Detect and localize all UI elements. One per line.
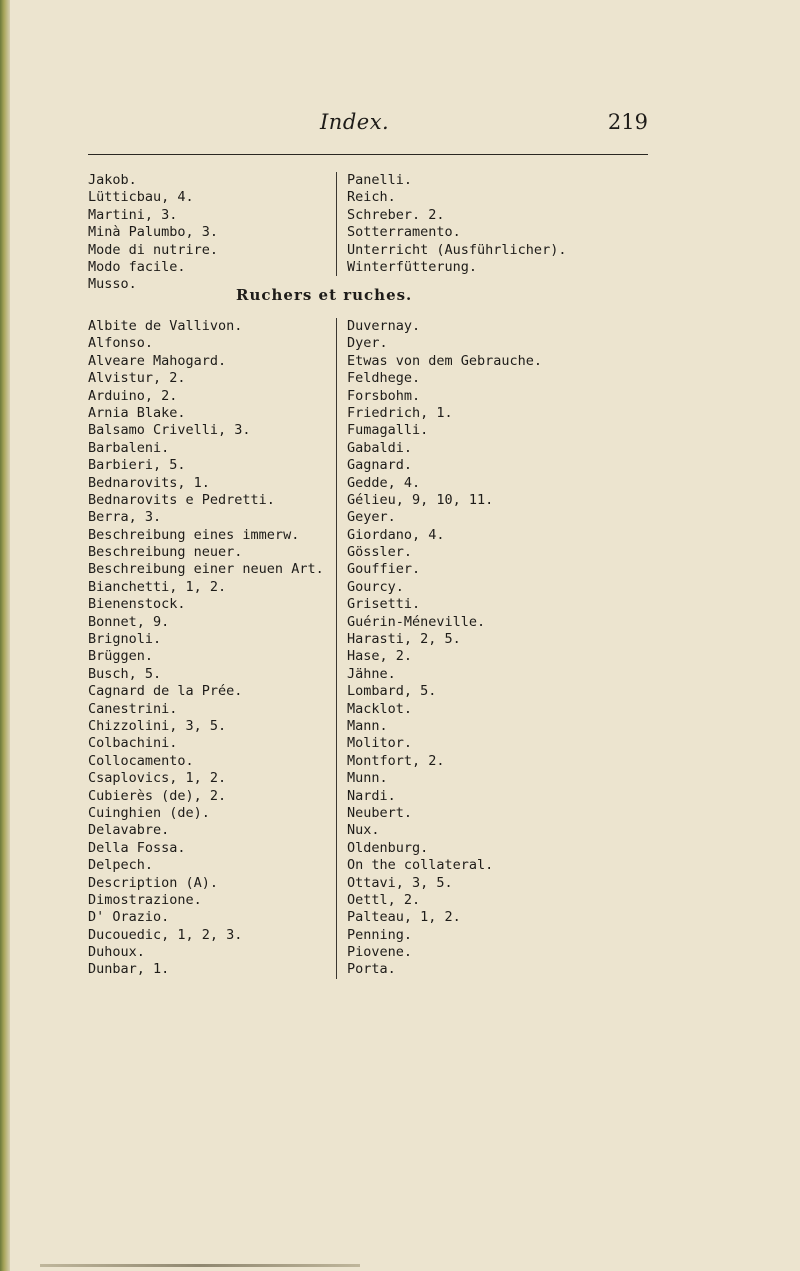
index-entry: Etwas von dem Gebrauche. bbox=[347, 352, 543, 369]
index-entry: Unterricht (Ausführlicher). bbox=[347, 241, 567, 258]
index-entry: Nardi. bbox=[347, 787, 396, 804]
index-entry: Bianchetti, 1, 2. bbox=[88, 578, 227, 595]
index-entry: Giordano, 4. bbox=[347, 526, 445, 543]
index-entry: Barbieri, 5. bbox=[88, 457, 186, 474]
index-entry: Jakob. bbox=[88, 172, 137, 188]
index-entry: Neubert. bbox=[347, 804, 413, 821]
index-entry: Busch, 5. bbox=[88, 665, 162, 682]
index-entry: Berra, 3. bbox=[88, 509, 162, 526]
index-entry: Winterfütterung. bbox=[347, 258, 478, 275]
index-entry: Molitor. bbox=[347, 735, 413, 752]
index-entry: Grisetti. bbox=[347, 596, 421, 613]
index-entry: On the collateral. bbox=[347, 857, 494, 874]
index-entry: Feldhege. bbox=[347, 370, 421, 387]
index-entry: Dunbar, 1. bbox=[88, 961, 170, 978]
index-entry: Reich. bbox=[347, 189, 396, 206]
index-entry: D' Orazio. bbox=[88, 909, 170, 926]
index-entry: Mode di nutrire. bbox=[88, 241, 219, 258]
index-entry: Csaplovics, 1, 2. bbox=[88, 770, 227, 787]
index-entry: Schreber. 2. bbox=[347, 206, 445, 223]
index-entry: Gouffier. bbox=[347, 561, 421, 578]
index-entry: Piovene. bbox=[347, 944, 413, 961]
index-entry: Alvistur, 2. bbox=[88, 370, 186, 387]
page-number: 219 bbox=[607, 110, 648, 134]
index-entry: Bednarovits, 1. bbox=[88, 474, 210, 491]
index-entry: Brüggen. bbox=[88, 648, 154, 665]
book-spine-edge bbox=[0, 0, 10, 1271]
index-entry: Dyer. bbox=[347, 335, 388, 352]
header-rule bbox=[88, 154, 648, 155]
index-entry: Munn. bbox=[347, 770, 388, 787]
running-title: Index. bbox=[320, 110, 390, 134]
index-entry: Modo facile. bbox=[88, 258, 186, 275]
index-entry: Barbaleni. bbox=[88, 439, 170, 456]
index-entry: Arduino, 2. bbox=[88, 387, 178, 404]
index-entry: Dimostrazione. bbox=[88, 891, 202, 908]
index-entry: Albite de Vallivon. bbox=[88, 318, 243, 334]
index-entry: Delavabre. bbox=[88, 822, 170, 839]
section-heading: Ruchers et ruches. bbox=[236, 286, 413, 304]
index-entry: Musso. bbox=[88, 276, 137, 293]
index-entry: Alfonso. bbox=[88, 335, 154, 352]
index-entry: Beschreibung eines immerw. bbox=[88, 526, 300, 543]
index-entry: Gabaldi. bbox=[347, 439, 413, 456]
index-entry: Minà Palumbo, 3. bbox=[88, 224, 219, 241]
index-entry: Jähne. bbox=[347, 665, 396, 682]
top-right-column bbox=[336, 172, 566, 276]
index-entry: Guérin-Méneville. bbox=[347, 613, 486, 630]
index-entry: Bednarovits e Pedretti. bbox=[88, 491, 275, 508]
index-entry: Bonnet, 9. bbox=[88, 613, 170, 630]
index-entry: Balsamo Crivelli, 3. bbox=[88, 422, 251, 439]
index-entry: Colbachini. bbox=[88, 735, 178, 752]
index-entry: Ducouedic, 1, 2, 3. bbox=[88, 926, 243, 943]
index-entry: Mann. bbox=[347, 717, 388, 734]
index-entry: Gössler. bbox=[347, 544, 413, 561]
index-entry: Chizzolini, 3, 5. bbox=[88, 717, 227, 734]
index-entry: Porta. bbox=[347, 961, 396, 978]
index-entry: Sotterramento. bbox=[347, 224, 461, 241]
page-header bbox=[88, 110, 648, 150]
index-entry: Bienenstock. bbox=[88, 596, 186, 613]
index-entry: Gagnard. bbox=[347, 457, 413, 474]
index-entry: Brignoli. bbox=[88, 631, 162, 648]
index-entry: Oettl, 2. bbox=[347, 891, 421, 908]
index-entry: Delpech. bbox=[88, 857, 154, 874]
index-entry: Macklot. bbox=[347, 700, 413, 717]
index-entry: Nux. bbox=[347, 822, 380, 839]
index-entry: Arnia Blake. bbox=[88, 404, 186, 421]
index-entry: Della Fossa. bbox=[88, 839, 186, 856]
index-entry: Cubierès (de), 2. bbox=[88, 787, 227, 804]
main-right-column bbox=[336, 318, 542, 979]
index-entry: Cagnard de la Prée. bbox=[88, 683, 243, 700]
page-bottom-edge bbox=[40, 1264, 360, 1267]
index-entry: Cuinghien (de). bbox=[88, 804, 210, 821]
index-entry: Gélieu, 9, 10, 11. bbox=[347, 491, 494, 508]
index-entry: Fumagalli. bbox=[347, 422, 429, 439]
index-entry: Hase, 2. bbox=[347, 648, 413, 665]
index-entry: Collocamento. bbox=[88, 752, 194, 769]
index-entry: Friedrich, 1. bbox=[347, 404, 453, 421]
index-entry: Canestrini. bbox=[88, 700, 178, 717]
index-entry: Gedde, 4. bbox=[347, 474, 421, 491]
index-entry: Geyer. bbox=[347, 509, 396, 526]
index-entry: Gourcy. bbox=[347, 578, 404, 595]
index-entry: Ottavi, 3, 5. bbox=[347, 874, 453, 891]
index-entry: Palteau, 1, 2. bbox=[347, 909, 461, 926]
top-left-column bbox=[88, 172, 218, 294]
index-entry: Duhoux. bbox=[88, 944, 145, 961]
index-entry: Oldenburg. bbox=[347, 839, 429, 856]
index-entry: Alveare Mahogard. bbox=[88, 352, 227, 369]
index-entry: Forsbohm. bbox=[347, 387, 421, 404]
index-entry: Lütticbau, 4. bbox=[88, 189, 194, 206]
index-entry: Harasti, 2, 5. bbox=[347, 631, 461, 648]
index-entry: Penning. bbox=[347, 926, 413, 943]
index-entry: Panelli. bbox=[347, 172, 413, 188]
index-entry: Beschreibung neuer. bbox=[88, 544, 243, 561]
index-entry: Beschreibung einer neuen Art. bbox=[88, 561, 324, 578]
index-entry: Lombard, 5. bbox=[347, 683, 437, 700]
index-entry: Description (A). bbox=[88, 874, 219, 891]
index-entry: Montfort, 2. bbox=[347, 752, 445, 769]
index-entry: Duvernay. bbox=[347, 318, 421, 334]
main-left-column bbox=[88, 318, 324, 979]
index-entry: Martini, 3. bbox=[88, 206, 178, 223]
